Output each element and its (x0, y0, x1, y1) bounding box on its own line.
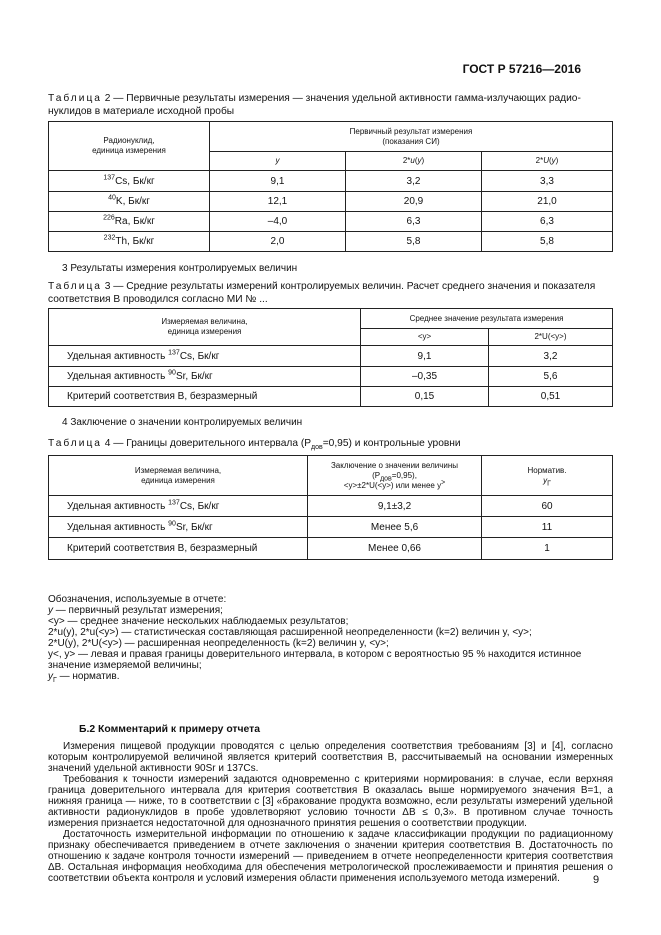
table-row (49, 212, 613, 232)
table4-cell-quantity: Удельная активность $^{137}$Cs, Бк/кг (49, 496, 308, 517)
notation-item: y<, y> — левая и правая границы доверительного интервала, в котором с вероятностью 95 % находится истинное (48, 649, 582, 660)
paragraph: Измерения пищевой продукции проводятся с целью определения соответствия требованиям [3] и [4], согласно которым контролируемой величиной является критерий соответствия B, рассчитываемый на основании измеренных значений удельной активности 90Sr и 137Cs. (48, 741, 613, 774)
table2-cell-2u: 3,2 (346, 171, 482, 192)
table3-cell-mean: 0,15 (361, 387, 489, 407)
table4-cell-quantity: Критерий соответствия B, безразмерный (49, 538, 308, 560)
table4-cell-quantity: Удельная активность $^{90}$Sr, Бк/кг (49, 517, 308, 538)
paragraph: Достаточность измерительной информации по отношению к задаче классификации продукции по радиационному признаку обеспечивается приведением в отчете заключения о значении критерия соответствия B. Достаточность по отношению к задаче контроля точности измерений — приведением в отчете неопределенности критерия соответствия ΔB. Остальная информация необходима для обеспечения метрологической прослеживаемости и принятия решения о соответствии объекта контроля и условий измерения области применения используемого метода измерений. (48, 829, 613, 884)
table2-col-2u: 2*u(y) (346, 152, 482, 171)
table4-header-quantity: Измеряемая величина, единица измерения (49, 456, 308, 496)
table3-cell-quantity: Удельная активность $^{137}$Cs, Бк/кг (49, 346, 361, 367)
table2-col-y: y (210, 152, 346, 171)
table2-header-nuclide: Радионуклид, единица измерения (49, 122, 210, 171)
table-row (49, 496, 613, 517)
table-row (49, 538, 613, 560)
document-header: ГОСТ Р 57216—2016 (462, 62, 581, 76)
table2 (48, 121, 613, 252)
notation-item: 2*u(y), 2*u(<y>) — статистическая составляющая расширенной неопределенности (k=2) величин y, <y>; (48, 627, 532, 638)
table-row (49, 387, 613, 407)
table2-cell-2u: 5,8 (346, 232, 482, 252)
section-4-heading: 4 Заключение о значении контролируемых величин (62, 417, 303, 428)
table2-cell-nuclide: $^{40}$K, Бк/кг (49, 192, 210, 212)
table2-cell-y: 12,1 (210, 192, 346, 212)
notation-item: y — первичный результат измерения; (48, 605, 223, 616)
notation-item: 2*U(y), 2*U(<y>) — расширенная неопределенность (k=2) величин y, <y>; (48, 638, 389, 649)
notation-item: значение измеряемой величины; (48, 660, 202, 671)
table-row (49, 346, 613, 367)
table2-header-group: Первичный результат измерения (показания СИ) (210, 122, 613, 152)
table2-cell-y: 2,0 (210, 232, 346, 252)
table4-cell-conclusion: 9,1±3,2 (308, 496, 482, 517)
table3-caption: Таблица 3 — Средние результаты измерений контролируемых величин. Расчет среднего значения и показателя соответствия B проводился согласно МИ № ... (48, 281, 596, 305)
table2-cell-2u: 6,3 (346, 212, 482, 232)
section-3-heading: 3 Результаты измерения контролируемых величин (62, 263, 298, 274)
b2-body (48, 741, 613, 884)
table3-cell-mean: –0,35 (361, 367, 489, 387)
table3-cell-U: 3,2 (489, 346, 613, 367)
table2-cell-2U: 5,8 (482, 232, 613, 252)
table3-col-mean: <y> (361, 329, 489, 346)
notation-title: Обозначения, используемые в отчете: (48, 594, 227, 605)
table2-col-2U: 2*U(y) (482, 152, 613, 171)
table3-cell-quantity: Удельная активность $^{90}$Sr, Бк/кг (49, 367, 361, 387)
table2-cell-nuclide: $^{137}$Cs, Бк/кг (49, 171, 210, 192)
page-number: 9 (593, 874, 600, 886)
table-row (49, 192, 613, 212)
table-row (49, 171, 613, 192)
table4 (48, 455, 613, 560)
table4-header-conclusion: Заключение о значении величины $(P_{дов}=0,95)$, <y>±2*U(<y>) или менее y> (308, 456, 482, 496)
table3 (48, 308, 613, 407)
table-row (49, 232, 613, 252)
table3-cell-mean: 9,1 (361, 346, 489, 367)
table3-cell-U: 5,6 (489, 367, 613, 387)
table4-cell-conclusion: Менее 0,66 (308, 538, 482, 560)
table4-caption: Таблица 4 — Границы доверительного интервала $(P_{дов}=0,95)$ и контрольные уровни (48, 438, 461, 452)
table4-cell-norm: 60 (482, 496, 613, 517)
table4-cell-norm: 1 (482, 538, 613, 560)
table-row (49, 367, 613, 387)
notation-list (48, 594, 613, 682)
paragraph: Требования к точности измерений задаются одновременно с критериями нормирования: в случае, если верхняя граница доверительного интервала для критерия соответствия B оказалась выше нормируемого значения B=1, а нижняя граница — ниже, то в соответствии с [3] «бракование продукта возможно, если результаты измерений удельной активности радионуклидов в пробе удовлетворяют условию точности ΔB ≤ 0,3». В противном случае точность измерения признается недостаточной для однозначного принятия решения о соответствии продукции. (48, 774, 613, 829)
notation-item: $y_Г$ — норматив. (48, 671, 120, 684)
table2-caption: Таблица 2 — Первичные результаты измерения — значения удельной активности гамма-излучающих радио- нуклидов в материале исходной пробы (48, 93, 581, 117)
table2-cell-y: 9,1 (210, 171, 346, 192)
table2-cell-2u: 20,9 (346, 192, 482, 212)
table2-cell-2U: 3,3 (482, 171, 613, 192)
table2-cell-2U: 21,0 (482, 192, 613, 212)
notation-item: <y> — среднее значение нескольких наблюдаемых результатов; (48, 616, 349, 627)
table3-header-group: Среднее значение результата измерения (361, 309, 613, 329)
table4-cell-norm: 11 (482, 517, 613, 538)
table2-cell-nuclide: $^{232}$Th, Бк/кг (49, 232, 210, 252)
table2-cell-nuclide: $^{226}$Ra, Бк/кг (49, 212, 210, 232)
table3-cell-quantity: Критерий соответствия B, безразмерный (49, 387, 361, 407)
table3-cell-U: 0,51 (489, 387, 613, 407)
table4-header-norm: Норматив. $y_Г$ (482, 456, 613, 496)
table3-col-U: 2*U(<y>) (489, 329, 613, 346)
table2-cell-2U: 6,3 (482, 212, 613, 232)
table2-cell-y: –4,0 (210, 212, 346, 232)
table4-cell-conclusion: Менее 5,6 (308, 517, 482, 538)
section-b2-heading: Б.2 Комментарий к примеру отчета (79, 724, 261, 735)
table3-header-quantity: Измеряемая величина, единица измерения (49, 309, 361, 346)
table-row (49, 517, 613, 538)
